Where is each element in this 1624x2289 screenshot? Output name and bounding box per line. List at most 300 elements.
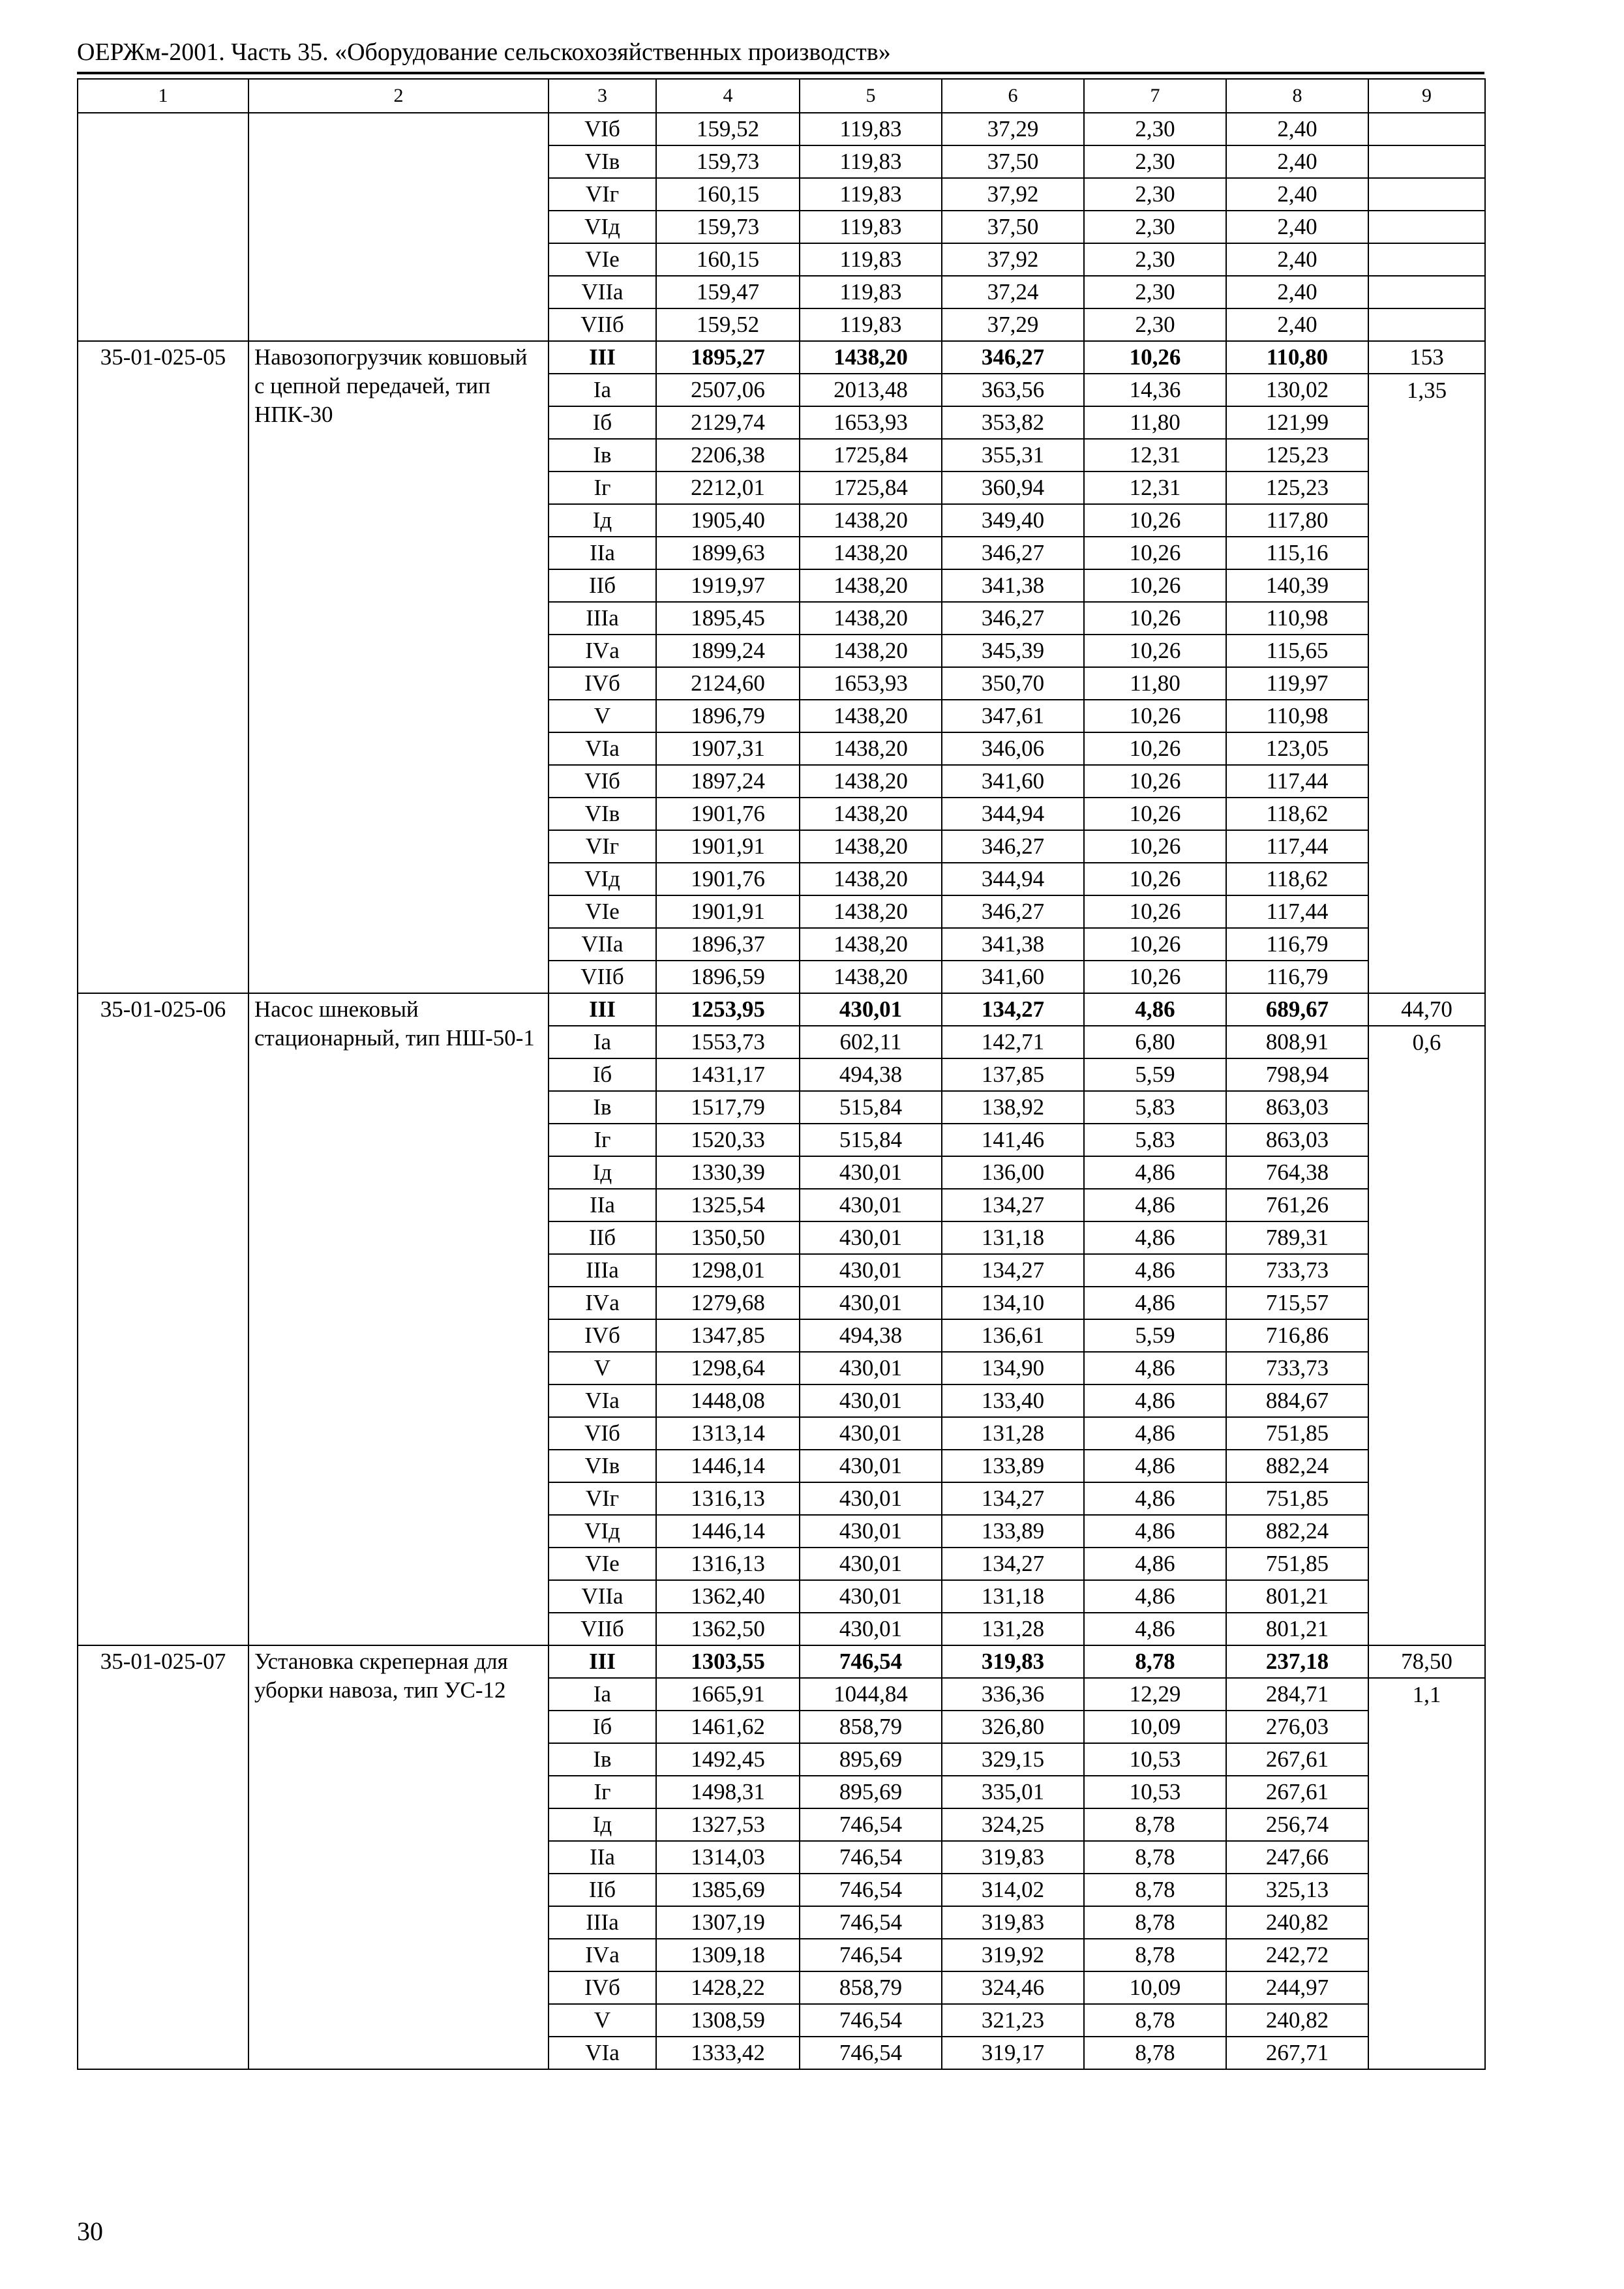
value-cell: 5,83	[1084, 1124, 1226, 1156]
zone-cell: III	[549, 341, 656, 374]
value-cell: 8,78	[1084, 1808, 1226, 1841]
value-cell: 1316,13	[656, 1482, 800, 1515]
value-cell: 116,79	[1226, 928, 1368, 961]
zone-cell: IVб	[549, 667, 656, 700]
value-cell: 884,67	[1226, 1384, 1368, 1417]
value-cell: 37,50	[942, 211, 1084, 243]
zone-cell: VIг	[549, 178, 656, 211]
value-cell: 346,27	[942, 895, 1084, 928]
value-cell: 746,54	[800, 2004, 942, 2037]
value-cell: 4,86	[1084, 1515, 1226, 1548]
value-cell: 118,62	[1226, 798, 1368, 830]
column9-empty	[1368, 667, 1485, 700]
value-cell: 355,31	[942, 439, 1084, 471]
zone-cell: Iб	[549, 1711, 656, 1743]
value-cell: 1517,79	[656, 1091, 800, 1124]
value-cell: 746,54	[800, 1874, 942, 1906]
value-cell: 1438,20	[800, 928, 942, 961]
column9-empty	[1368, 732, 1485, 765]
column9-empty	[1368, 895, 1485, 928]
value-cell: 2124,60	[656, 667, 800, 700]
resource-code	[78, 113, 248, 341]
value-cell: 10,26	[1084, 863, 1226, 895]
value-cell: 10,53	[1084, 1743, 1226, 1776]
resource-code: 35-01-025-07	[78, 1645, 248, 2069]
zone-cell: V	[549, 2004, 656, 2037]
value-cell: 37,92	[942, 243, 1084, 276]
value-cell: 10,53	[1084, 1776, 1226, 1808]
value-cell: 1899,63	[656, 537, 800, 569]
value-cell: 1327,53	[656, 1808, 800, 1841]
value-cell: 6,80	[1084, 1026, 1226, 1058]
value-cell: 1313,14	[656, 1417, 800, 1450]
column9-empty	[1368, 1711, 1485, 1743]
zone-cell: Iг	[549, 471, 656, 504]
value-cell: 689,67	[1226, 993, 1368, 1026]
value-cell: 715,57	[1226, 1287, 1368, 1319]
value-cell: 346,27	[942, 830, 1084, 863]
column9-empty	[1368, 1515, 1485, 1548]
value-cell: 863,03	[1226, 1091, 1368, 1124]
value-cell: 37,50	[942, 145, 1084, 178]
value-cell: 346,27	[942, 537, 1084, 569]
value-cell: 319,17	[942, 2037, 1084, 2069]
header-rule	[77, 72, 1484, 74]
value-cell: 344,94	[942, 798, 1084, 830]
column9-value: 1,1	[1368, 1678, 1485, 1711]
value-cell: 1901,91	[656, 830, 800, 863]
value-cell: 494,38	[800, 1058, 942, 1091]
value-cell: 10,26	[1084, 635, 1226, 667]
value-cell: 430,01	[800, 1384, 942, 1417]
value-cell: 240,82	[1226, 2004, 1368, 2037]
value-cell: 2212,01	[656, 471, 800, 504]
zone-cell: V	[549, 700, 656, 732]
column9-empty	[1368, 1841, 1485, 1874]
value-cell: 430,01	[800, 1482, 942, 1515]
value-cell: 267,61	[1226, 1776, 1368, 1808]
zone-cell: VIа	[549, 2037, 656, 2069]
column-number: 9	[1368, 79, 1485, 113]
value-cell: 1298,64	[656, 1352, 800, 1384]
zone-cell: Iд	[549, 504, 656, 537]
value-cell: 314,02	[942, 1874, 1084, 1906]
value-cell: 1492,45	[656, 1743, 800, 1776]
value-cell: 125,23	[1226, 439, 1368, 471]
column9-empty	[1368, 178, 1485, 211]
page-header: ОЕРЖм-2001. Часть 35. «Оборудование сельскохозяйственных производств»	[77, 38, 891, 66]
value-cell: 1438,20	[800, 895, 942, 928]
value-cell: 430,01	[800, 1613, 942, 1645]
value-cell: 882,24	[1226, 1450, 1368, 1482]
value-cell: 430,01	[800, 1450, 942, 1482]
zone-cell: IIIа	[549, 602, 656, 635]
value-cell: 798,94	[1226, 1058, 1368, 1091]
value-cell: 1653,93	[800, 667, 942, 700]
column9-empty	[1368, 569, 1485, 602]
zone-cell: Iг	[549, 1124, 656, 1156]
value-cell: 1308,59	[656, 2004, 800, 2037]
value-cell: 159,52	[656, 308, 800, 341]
column9-empty	[1368, 211, 1485, 243]
value-cell: 142,71	[942, 1026, 1084, 1058]
value-cell: 326,80	[942, 1711, 1084, 1743]
value-cell: 1498,31	[656, 1776, 800, 1808]
zone-cell: VIд	[549, 211, 656, 243]
zone-cell: VIе	[549, 1548, 656, 1580]
value-cell: 8,78	[1084, 1645, 1226, 1678]
zone-cell: IIб	[549, 569, 656, 602]
value-cell: 134,27	[942, 1254, 1084, 1287]
value-cell: 134,27	[942, 993, 1084, 1026]
value-cell: 1907,31	[656, 732, 800, 765]
value-cell: 1725,84	[800, 439, 942, 471]
column9-empty	[1368, 1613, 1485, 1645]
value-cell: 1438,20	[800, 863, 942, 895]
zone-cell: Iг	[549, 1776, 656, 1808]
value-cell: 515,84	[800, 1091, 942, 1124]
value-cell: 267,71	[1226, 2037, 1368, 2069]
value-cell: 341,38	[942, 569, 1084, 602]
value-cell: 37,29	[942, 308, 1084, 341]
value-cell: 2,30	[1084, 113, 1226, 145]
value-cell: 8,78	[1084, 1874, 1226, 1906]
value-cell: 1438,20	[800, 504, 942, 537]
value-cell: 1347,85	[656, 1319, 800, 1352]
zone-cell: V	[549, 1352, 656, 1384]
column9-empty	[1368, 1417, 1485, 1450]
zone-cell: IIа	[549, 1841, 656, 1874]
zone-cell: IIб	[549, 1221, 656, 1254]
value-cell: 5,83	[1084, 1091, 1226, 1124]
value-cell: 2,40	[1226, 178, 1368, 211]
zone-cell: IVб	[549, 1319, 656, 1352]
value-cell: 119,83	[800, 211, 942, 243]
value-cell: 136,61	[942, 1319, 1084, 1352]
zone-cell: Iв	[549, 1091, 656, 1124]
zone-cell: Iд	[549, 1808, 656, 1841]
value-cell: 336,36	[942, 1678, 1084, 1711]
value-cell: 746,54	[800, 1841, 942, 1874]
value-cell: 10,26	[1084, 504, 1226, 537]
value-cell: 134,90	[942, 1352, 1084, 1384]
value-cell: 1253,95	[656, 993, 800, 1026]
zone-cell: Iа	[549, 1678, 656, 1711]
value-cell: 2,40	[1226, 145, 1368, 178]
value-cell: 746,54	[800, 1645, 942, 1678]
value-cell: 746,54	[800, 2037, 942, 2069]
value-cell: 4,86	[1084, 1287, 1226, 1319]
column-number: 5	[800, 79, 942, 113]
column9-empty	[1368, 471, 1485, 504]
value-cell: 430,01	[800, 1287, 942, 1319]
value-cell: 2129,74	[656, 406, 800, 439]
value-cell: 4,86	[1084, 1482, 1226, 1515]
column9-empty	[1368, 1384, 1485, 1417]
column9-value: 0,6	[1368, 1026, 1485, 1058]
zone-cell: IIа	[549, 1189, 656, 1221]
column9-empty	[1368, 276, 1485, 308]
value-cell: 1653,93	[800, 406, 942, 439]
value-cell: 1333,42	[656, 2037, 800, 2069]
column9-empty	[1368, 504, 1485, 537]
value-cell: 2,40	[1226, 113, 1368, 145]
value-cell: 244,97	[1226, 1971, 1368, 2004]
value-cell: 751,85	[1226, 1548, 1368, 1580]
value-cell: 134,27	[942, 1189, 1084, 1221]
value-cell: 2,40	[1226, 308, 1368, 341]
resource-name: Навозопогрузчик ковшовый с цепной передачей, тип НПК-30	[248, 341, 549, 993]
zone-cell: VIIа	[549, 276, 656, 308]
column9-empty	[1368, 1091, 1485, 1124]
value-cell: 117,80	[1226, 504, 1368, 537]
value-cell: 1446,14	[656, 1450, 800, 1482]
value-cell: 808,91	[1226, 1026, 1368, 1058]
value-cell: 159,52	[656, 113, 800, 145]
value-cell: 10,26	[1084, 700, 1226, 732]
value-cell: 37,24	[942, 276, 1084, 308]
zone-cell: Iв	[549, 439, 656, 471]
value-cell: 134,10	[942, 1287, 1084, 1319]
value-cell: 138,92	[942, 1091, 1084, 1124]
value-cell: 12,29	[1084, 1678, 1226, 1711]
value-cell: 1309,18	[656, 1939, 800, 1971]
column-number: 3	[549, 79, 656, 113]
zone-cell: VIа	[549, 732, 656, 765]
value-cell: 353,82	[942, 406, 1084, 439]
value-cell: 110,80	[1226, 341, 1368, 374]
resource-code: 35-01-025-05	[78, 341, 248, 993]
zone-cell: VIг	[549, 830, 656, 863]
value-cell: 430,01	[800, 1221, 942, 1254]
value-cell: 119,83	[800, 145, 942, 178]
column9-empty	[1368, 1906, 1485, 1939]
value-cell: 119,83	[800, 308, 942, 341]
zone-cell: IVа	[549, 1287, 656, 1319]
column9-empty	[1368, 1808, 1485, 1841]
column9-empty	[1368, 1254, 1485, 1287]
column9-empty	[1368, 308, 1485, 341]
value-cell: 134,27	[942, 1482, 1084, 1515]
column9-empty	[1368, 1352, 1485, 1384]
value-cell: 430,01	[800, 1189, 942, 1221]
value-cell: 858,79	[800, 1971, 942, 2004]
column-number: 2	[248, 79, 549, 113]
page-number: 30	[77, 2217, 103, 2246]
value-cell: 1362,50	[656, 1613, 800, 1645]
value-cell: 2,30	[1084, 243, 1226, 276]
column9-empty	[1368, 830, 1485, 863]
value-cell: 2,30	[1084, 276, 1226, 308]
value-cell: 123,05	[1226, 732, 1368, 765]
value-cell: 1895,27	[656, 341, 800, 374]
zone-cell: IIIа	[549, 1254, 656, 1287]
value-cell: 141,46	[942, 1124, 1084, 1156]
value-cell: 116,79	[1226, 961, 1368, 993]
value-cell: 125,23	[1226, 471, 1368, 504]
value-cell: 801,21	[1226, 1613, 1368, 1645]
value-cell: 242,72	[1226, 1939, 1368, 1971]
value-cell: 2,30	[1084, 308, 1226, 341]
value-cell: 1298,01	[656, 1254, 800, 1287]
zone-cell: IIб	[549, 1874, 656, 1906]
column9-empty	[1368, 145, 1485, 178]
zone-cell: VIд	[549, 863, 656, 895]
value-cell: 11,80	[1084, 406, 1226, 439]
value-cell: 1896,79	[656, 700, 800, 732]
value-cell: 10,26	[1084, 961, 1226, 993]
zone-cell: VIа	[549, 1384, 656, 1417]
value-cell: 10,26	[1084, 765, 1226, 798]
value-cell: 4,86	[1084, 1254, 1226, 1287]
column9-empty	[1368, 439, 1485, 471]
value-cell: 430,01	[800, 1417, 942, 1450]
value-cell: 10,26	[1084, 537, 1226, 569]
value-cell: 430,01	[800, 1580, 942, 1613]
value-cell: 1901,91	[656, 895, 800, 928]
value-cell: 4,86	[1084, 1417, 1226, 1450]
value-cell: 8,78	[1084, 2037, 1226, 2069]
value-cell: 10,26	[1084, 602, 1226, 635]
column-number: 7	[1084, 79, 1226, 113]
value-cell: 430,01	[800, 1548, 942, 1580]
value-cell: 335,01	[942, 1776, 1084, 1808]
value-cell: 764,38	[1226, 1156, 1368, 1189]
value-cell: 1438,20	[800, 700, 942, 732]
value-cell: 2507,06	[656, 374, 800, 406]
value-cell: 2,30	[1084, 211, 1226, 243]
value-cell: 276,03	[1226, 1711, 1368, 1743]
value-cell: 8,78	[1084, 2004, 1226, 2037]
value-cell: 134,27	[942, 1548, 1084, 1580]
zone-cell: Iб	[549, 406, 656, 439]
value-cell: 1905,40	[656, 504, 800, 537]
value-cell: 1314,03	[656, 1841, 800, 1874]
value-cell: 363,56	[942, 374, 1084, 406]
value-cell: 1461,62	[656, 1711, 800, 1743]
column9-empty	[1368, 1319, 1485, 1352]
value-cell: 10,26	[1084, 569, 1226, 602]
value-cell: 1901,76	[656, 798, 800, 830]
value-cell: 133,89	[942, 1450, 1084, 1482]
table-row	[78, 341, 1485, 374]
value-cell: 131,18	[942, 1580, 1084, 1613]
column9-empty	[1368, 1221, 1485, 1254]
column9-empty	[1368, 1124, 1485, 1156]
value-cell: 1428,22	[656, 1971, 800, 2004]
value-cell: 324,25	[942, 1808, 1084, 1841]
column9-empty	[1368, 602, 1485, 635]
column9-empty	[1368, 1548, 1485, 1580]
value-cell: 341,38	[942, 928, 1084, 961]
zone-cell: VIв	[549, 798, 656, 830]
zone-cell: VIб	[549, 765, 656, 798]
value-cell: 1438,20	[800, 635, 942, 667]
value-cell: 2206,38	[656, 439, 800, 471]
value-cell: 1044,84	[800, 1678, 942, 1711]
value-cell: 430,01	[800, 1515, 942, 1548]
value-cell: 10,26	[1084, 798, 1226, 830]
value-cell: 10,26	[1084, 928, 1226, 961]
value-cell: 131,28	[942, 1417, 1084, 1450]
value-cell: 716,86	[1226, 1319, 1368, 1352]
value-cell: 1438,20	[800, 798, 942, 830]
value-cell: 159,73	[656, 145, 800, 178]
value-cell: 119,83	[800, 178, 942, 211]
column9-value: 153	[1368, 341, 1485, 374]
value-cell: 1895,45	[656, 602, 800, 635]
value-cell: 14,36	[1084, 374, 1226, 406]
value-cell: 4,86	[1084, 993, 1226, 1026]
column9-empty	[1368, 1450, 1485, 1482]
value-cell: 746,54	[800, 1939, 942, 1971]
value-cell: 329,15	[942, 1743, 1084, 1776]
value-cell: 325,13	[1226, 1874, 1368, 1906]
value-cell: 12,31	[1084, 439, 1226, 471]
value-cell: 602,11	[800, 1026, 942, 1058]
value-cell: 1896,59	[656, 961, 800, 993]
column-number: 4	[656, 79, 800, 113]
value-cell: 341,60	[942, 961, 1084, 993]
zone-cell: VIв	[549, 1450, 656, 1482]
column9-empty	[1368, 1939, 1485, 1971]
value-cell: 136,00	[942, 1156, 1084, 1189]
value-cell: 8,78	[1084, 1841, 1226, 1874]
column-number: 6	[942, 79, 1084, 113]
value-cell: 10,26	[1084, 341, 1226, 374]
column9-empty	[1368, 113, 1485, 145]
value-cell: 341,60	[942, 765, 1084, 798]
value-cell: 130,02	[1226, 374, 1368, 406]
zone-cell: Iв	[549, 1743, 656, 1776]
value-cell: 4,86	[1084, 1189, 1226, 1221]
zone-cell: Iб	[549, 1058, 656, 1091]
value-cell: 115,16	[1226, 537, 1368, 569]
value-cell: 140,39	[1226, 569, 1368, 602]
value-cell: 121,99	[1226, 406, 1368, 439]
zone-cell: VIIб	[549, 308, 656, 341]
column9-empty	[1368, 1058, 1485, 1091]
column9-empty	[1368, 1971, 1485, 2004]
value-cell: 137,85	[942, 1058, 1084, 1091]
value-cell: 131,18	[942, 1221, 1084, 1254]
value-cell: 2,40	[1226, 211, 1368, 243]
column9-empty	[1368, 635, 1485, 667]
value-cell: 430,01	[800, 1254, 942, 1287]
value-cell: 1896,37	[656, 928, 800, 961]
value-cell: 115,65	[1226, 635, 1368, 667]
column9-empty	[1368, 1189, 1485, 1221]
value-cell: 1438,20	[800, 961, 942, 993]
value-cell: 256,74	[1226, 1808, 1368, 1841]
rates-table	[77, 78, 1486, 2070]
value-cell: 37,92	[942, 178, 1084, 211]
zone-cell: VIб	[549, 1417, 656, 1450]
resource-code: 35-01-025-06	[78, 993, 248, 1645]
column9-empty	[1368, 1287, 1485, 1319]
value-cell: 746,54	[800, 1906, 942, 1939]
value-cell: 360,94	[942, 471, 1084, 504]
zone-cell: IVа	[549, 1939, 656, 1971]
value-cell: 237,18	[1226, 1645, 1368, 1678]
value-cell: 319,92	[942, 1939, 1084, 1971]
column9-empty	[1368, 1580, 1485, 1613]
value-cell: 12,31	[1084, 471, 1226, 504]
value-cell: 2013,48	[800, 374, 942, 406]
value-cell: 240,82	[1226, 1906, 1368, 1939]
value-cell: 761,26	[1226, 1189, 1368, 1221]
value-cell: 349,40	[942, 504, 1084, 537]
